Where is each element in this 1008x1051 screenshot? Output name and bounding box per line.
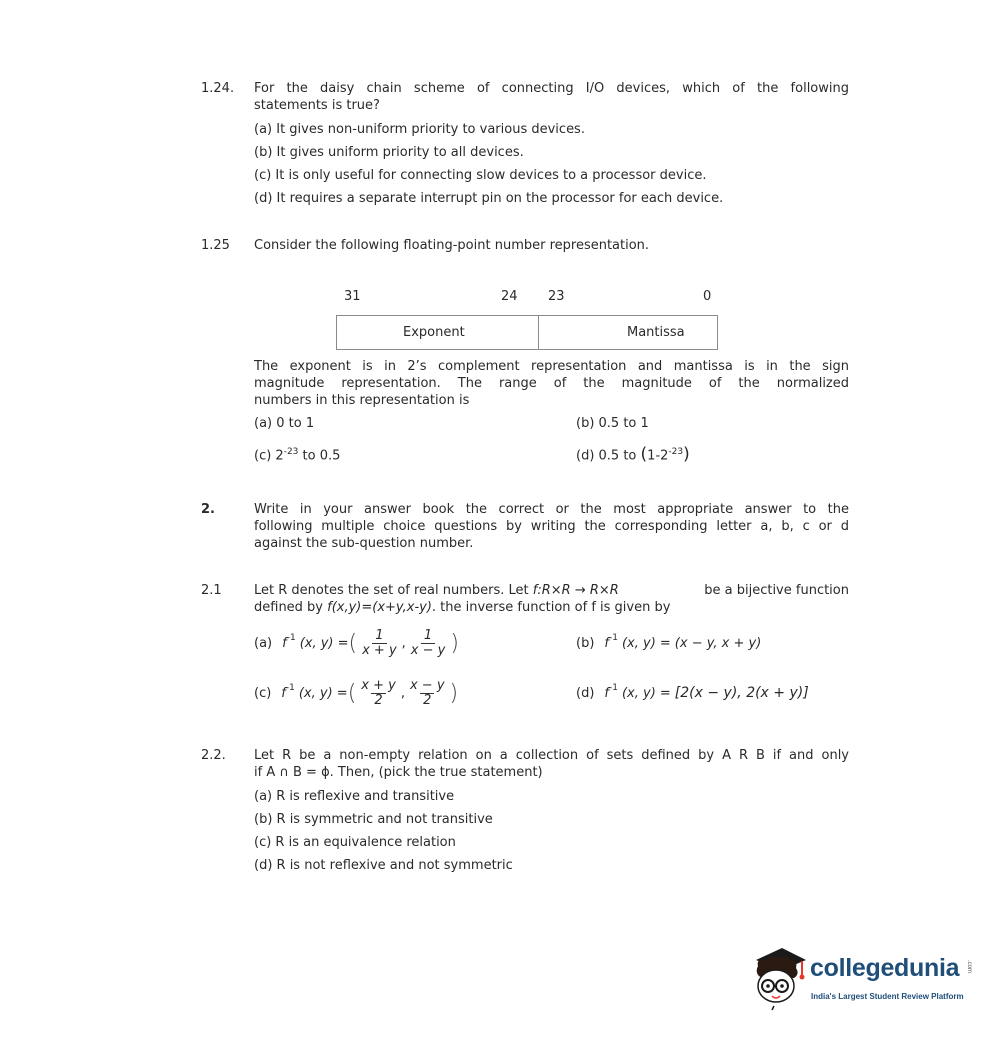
option-a: (a) It gives non-uniform priority to various devices.: [254, 122, 585, 137]
question-stem: if A ∩ B = ϕ. Then, (pick the true statement): [254, 765, 543, 780]
option-a: (a) f -1 (x, y) = ( $\frac{1}{x + y}$ , $\frac{1}{x - y}$ ): [254, 627, 459, 658]
function-args: (x, y) =: [299, 635, 349, 651]
bit-label-23: 23: [548, 289, 565, 304]
option-b: (b) 0.5 to 1: [576, 416, 649, 431]
section-instruction: following multiple choice questions by writing the corresponding letter a, b, c or d: [254, 519, 849, 534]
option-d: (d) 0.5 to $(1-2^{-23})$: [576, 444, 690, 465]
option-d-value: [2(x − y), 2(x + y)]: [674, 685, 809, 701]
question-paragraph: numbers in this representation is: [254, 393, 470, 408]
mantissa-label: Mantissa: [627, 325, 685, 340]
question-stem: [254, 599, 670, 616]
option-b: (b) R is symmetric and not transitive: [254, 812, 493, 827]
stem-math: f(x,y)=(x+y,x-y): [327, 600, 432, 615]
inverse-exponent: -1: [285, 683, 295, 693]
function-symbol: f: [604, 685, 609, 701]
bit-label-24: 24: [501, 289, 518, 304]
question-stem: Consider the following floating-point number representation.: [254, 238, 650, 253]
option-b-value: (x − y, x + y): [674, 635, 762, 651]
question-stem: statements is true?: [254, 98, 380, 113]
option-a: (a) R is reflexive and transitive: [254, 789, 455, 804]
option-d-exponent: -23: [668, 447, 684, 457]
question-stem: Let R be a non-empty relation on a collection of sets defined by A R B if and only: [254, 748, 849, 763]
section-instruction: Write in your answer book the correct or the most appropriate answer to the: [254, 502, 849, 517]
option-d: (d) It requires a separate interrupt pin on the processor for each device.: [254, 191, 724, 206]
brand-tagline: India's Largest Student Review Platform: [811, 992, 964, 1001]
fraction: $\frac{1}{x - y}$: [410, 627, 446, 658]
inverse-exponent: -1: [608, 633, 618, 643]
bit-label-0: 0: [703, 289, 712, 304]
stem-math: f:R×R: [532, 583, 571, 598]
question-number: 1.24.: [201, 81, 235, 96]
option-label: (c): [254, 685, 272, 701]
section-number: 2.: [201, 502, 215, 517]
inverse-exponent: -1: [608, 683, 618, 693]
fraction: $\frac{1}{x + y}$: [362, 627, 397, 658]
option-d-inner: 1-2: [647, 448, 669, 464]
option-c-exponent: -23: [283, 447, 299, 457]
stem-text: defined by: [254, 600, 328, 615]
function-args: (x, y) =: [298, 685, 348, 701]
stem-text: . the inverse function of f is given by: [431, 600, 671, 615]
function-symbol: f: [281, 685, 286, 701]
option-b: [576, 623, 761, 663]
question-paragraph: magnitude representation. The range of the magnitude of the normalized: [254, 376, 849, 391]
stem-text: Let R denotes the set of real numbers. Let: [254, 583, 533, 598]
function-symbol: f: [282, 635, 287, 651]
section-instruction: against the sub-question number.: [254, 536, 474, 551]
option-label: (d): [576, 685, 595, 701]
question-number: 1.25: [201, 238, 230, 253]
option-c: (c) It is only useful for connecting slow devices to a processor device.: [254, 168, 707, 183]
stem-math: R×R: [589, 583, 619, 598]
option-label: (b): [576, 635, 595, 651]
question-stem: For the daisy chain scheme of connecting I/O devices, which of the following: [254, 81, 849, 96]
option-a: (a) 0 to 1: [254, 416, 315, 431]
option-c: (c) f -1 (x, y) = ( $\frac{x + y}{2}$ , $\frac{x - y}{2}$ ): [254, 677, 459, 708]
option-c-suffix: to 0.5: [298, 448, 341, 464]
float-format-box: [336, 315, 718, 350]
question-paragraph: The exponent is in 2’s complement representation and mantissa is in the sign: [254, 359, 849, 374]
arrow-icon: →: [570, 583, 590, 598]
function-args: (x, y) =: [621, 685, 671, 701]
function-args: (x, y) =: [621, 635, 671, 651]
function-symbol: f: [604, 635, 609, 651]
option-b: (b) It gives uniform priority to all devices.: [254, 145, 524, 160]
inverse-exponent: -1: [286, 633, 296, 643]
option-d-prefix: (d) 0.5 to: [576, 448, 641, 464]
exponent-field: [337, 316, 539, 349]
option-c-prefix: (c) 2: [254, 448, 284, 464]
bit-label-31: 31: [344, 289, 361, 304]
option-c: [254, 444, 340, 464]
option-d: [576, 673, 809, 713]
fraction: $\frac{x - y}{2}$: [409, 677, 445, 708]
option-label: (a): [254, 635, 273, 651]
mascot-icon: [748, 940, 810, 1012]
mantissa-field: [539, 316, 717, 349]
question-number: 2.1: [201, 583, 222, 598]
collegedunia-logo: [748, 940, 978, 1020]
stem-text: be a bijective function: [704, 583, 849, 598]
question-stem: [254, 582, 849, 599]
fraction: $\frac{x + y}{2}$: [361, 677, 396, 708]
question-number: 2.2.: [201, 748, 226, 763]
option-c: (c) R is an equivalence relation: [254, 835, 456, 850]
brand-name: collegedunia: [810, 954, 960, 982]
option-d: (d) R is not reflexive and not symmetric: [254, 858, 513, 873]
exponent-label: Exponent: [403, 325, 465, 340]
brand-domain: .com: [966, 960, 972, 974]
